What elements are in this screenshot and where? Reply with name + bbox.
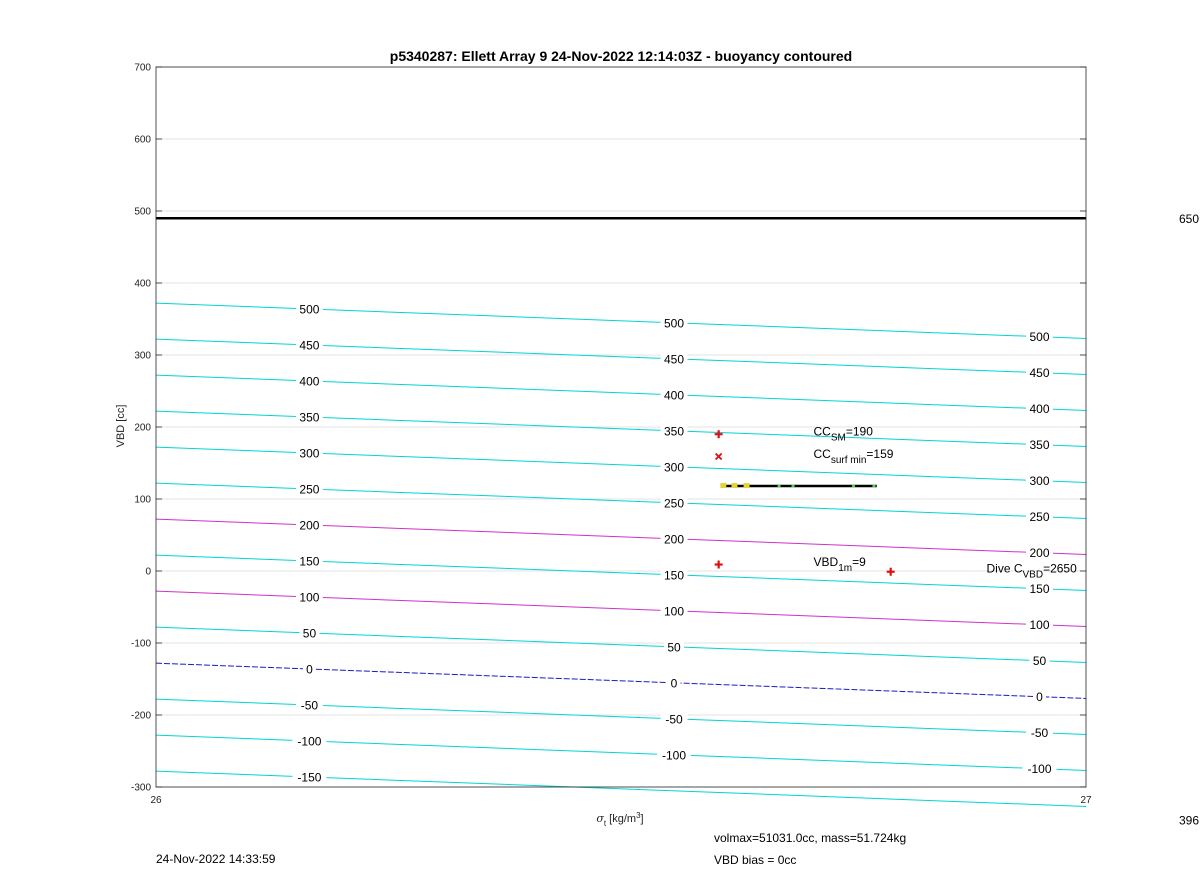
contour-label: 150: [663, 568, 685, 583]
contour-label: 450: [663, 352, 685, 367]
contour-label: 200: [299, 518, 320, 533]
right-axis-label: 396: [1178, 813, 1199, 828]
y-tick-label: 100: [134, 494, 151, 506]
x-axis-label: [596, 811, 643, 828]
contour-label: 400: [663, 388, 685, 403]
y-tick-label: 700: [134, 62, 151, 74]
y-tick-label: -200: [130, 710, 151, 722]
contour-label: 400: [1029, 402, 1050, 417]
y-axis-label: VBD [cc]: [115, 404, 127, 448]
contour-lines: [156, 303, 1086, 806]
contour-label: 200: [1029, 546, 1050, 561]
dive-track-point: [791, 484, 794, 487]
dive-track-point: [872, 484, 875, 487]
contour-label: 500: [299, 302, 320, 317]
marker-annotation: Dive $C_{VBD}=2650$: [986, 561, 1077, 581]
contour-label: 100: [663, 604, 685, 619]
y-tick-label: 600: [134, 134, 151, 146]
chart-title: p5340287: Ellett Array 9 24-Nov-2022 12:14:03Z - buoyancy contoured: [389, 48, 853, 64]
data-marks: [156, 218, 1086, 583]
y-tick-label: 400: [134, 278, 151, 290]
dive-track-point: [731, 483, 737, 488]
y-tick-label: 300: [134, 350, 151, 362]
contour-label: 400: [299, 374, 320, 389]
marker-annotation: $CC_{SM}=190$: [813, 424, 873, 444]
contour-label: 300: [1029, 474, 1050, 489]
contour-label: 200: [663, 532, 685, 547]
contour-label: 100: [299, 590, 320, 605]
x-axis-label-sub: t: [603, 819, 607, 828]
contour-label: 50: [667, 640, 681, 655]
contour-label: 450: [299, 338, 320, 353]
footer-vbd-bias: VBD bias = 0cc: [714, 853, 797, 867]
x-tick-label: 27: [1080, 795, 1092, 806]
contour-line: [156, 411, 1086, 446]
contour-line: [156, 555, 1086, 590]
y-tick-label: 500: [134, 206, 151, 218]
contour-line: [156, 663, 1086, 698]
x-axis-label-unit-sup: 3: [636, 811, 641, 820]
contour-label: 0: [306, 662, 313, 677]
contour-label: 100: [1029, 618, 1050, 633]
contour-label: 300: [299, 446, 320, 461]
contour-label: 250: [663, 496, 685, 511]
contour-label: 350: [663, 424, 685, 439]
grid-lines: [156, 67, 1086, 787]
contour-label: 250: [1029, 510, 1050, 525]
right-axis-label: 650: [1178, 212, 1199, 227]
contour-line: [156, 483, 1086, 518]
contour-label: 350: [299, 410, 320, 425]
x-tick-label: 26: [150, 795, 162, 806]
contour-labels: [292, 301, 1056, 785]
y-tick-label: -300: [130, 782, 151, 794]
contour-label: -50: [665, 712, 683, 727]
contour-label: 0: [1036, 690, 1043, 705]
x-axis-label-main: σ: [596, 812, 604, 825]
dive-track-point: [852, 484, 855, 487]
contour-label: 50: [1032, 654, 1047, 669]
contour-label: -50: [1030, 726, 1049, 741]
footer-volmax-mass: volmax=51031.0cc, mass=51.724kg: [714, 831, 907, 845]
contour-label: 350: [1029, 438, 1050, 453]
contour-label: 50: [302, 626, 317, 641]
x-axis-label-close: ]: [640, 813, 644, 825]
contour-label: -100: [297, 734, 322, 749]
dive-track-point: [720, 483, 726, 488]
contour-label: -100: [1027, 762, 1052, 777]
contour-line: [156, 519, 1086, 554]
x-axis-label-unit: [kg/m: [609, 813, 637, 825]
contour-label: 150: [299, 554, 320, 569]
contour-line: [156, 591, 1086, 626]
contour-label: 150: [1029, 582, 1050, 597]
marker-annotation: $CC_{surf min}=159$: [813, 446, 894, 466]
y-tick-label: 200: [134, 422, 151, 434]
contour-label: 500: [1029, 330, 1050, 345]
contour-label: 500: [663, 316, 685, 331]
contour-label: -50: [300, 698, 319, 713]
contour-label: 0: [670, 676, 678, 691]
contour-label: -100: [661, 748, 687, 763]
contour-label: 250: [299, 482, 320, 497]
y-tick-label: -100: [130, 638, 151, 650]
dive-track-point: [744, 483, 750, 488]
contour-label: 300: [663, 460, 685, 475]
y-tick-label: 0: [145, 566, 151, 578]
footer-timestamp: 24-Nov-2022 14:33:59: [156, 852, 276, 866]
contour-label: -150: [297, 770, 322, 785]
marker-annotation: $VBD_{1m}=9$: [813, 554, 866, 574]
contour-line: [156, 339, 1086, 374]
contour-line: [156, 447, 1086, 482]
dive-track-point: [778, 484, 781, 487]
contour-line: [156, 303, 1086, 338]
contour-label: 450: [1029, 366, 1050, 381]
contour-line: [156, 627, 1086, 662]
contour-line: [156, 699, 1086, 734]
contour-line: [156, 375, 1086, 410]
